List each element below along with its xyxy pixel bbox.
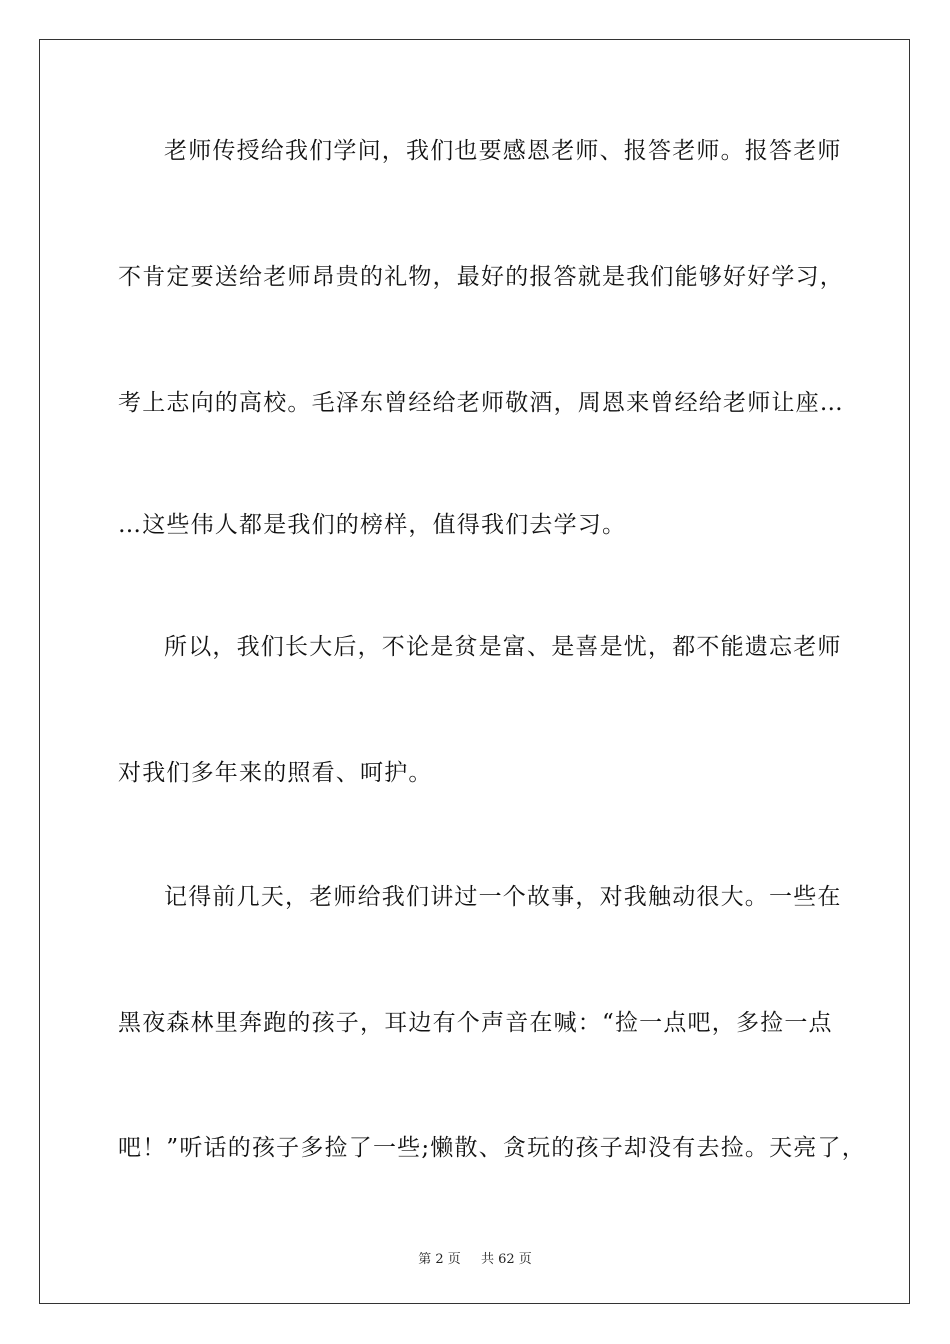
total-pages: 共 62 页: [480, 1252, 532, 1267]
paragraph-2-line-1: 所以，我们长大后，不论是贫是富、是喜是忧，都不能遗忘老师: [164, 634, 842, 660]
paragraph-1-line-3: 考上志向的高校。毛泽东曾经给老师敬酒，周恩来曾经给老师让座…: [118, 390, 844, 416]
paragraph-1-line-2: 不肯定要送给老师昂贵的礼物，最好的报答就是我们能够好好学习，: [118, 264, 844, 290]
page-border: [39, 39, 910, 1304]
paragraph-1-line-4: …这些伟人都是我们的榜样，值得我们去学习。: [118, 512, 627, 538]
page-number: 第 2 页: [418, 1252, 461, 1267]
paragraph-1-line-1: 老师传授给我们学问，我们也要感恩老师、报答老师。报答老师: [164, 138, 842, 164]
paragraph-3-line-3: 吧！”听话的孩子多捡了一些;懒散、贪玩的孩子却没有去捡。天亮了，: [118, 1135, 866, 1161]
paragraph-3-line-1: 记得前几天，老师给我们讲过一个故事，对我触动很大。一些在: [164, 884, 842, 910]
page-footer: [0, 1248, 950, 1267]
paragraph-3-line-2: 黑夜森林里奔跑的孩子，耳边有个声音在喊：“捡一点吧，多捡一点: [118, 1010, 833, 1036]
paragraph-2-line-2: 对我们多年来的照看、呵护。: [118, 760, 433, 786]
